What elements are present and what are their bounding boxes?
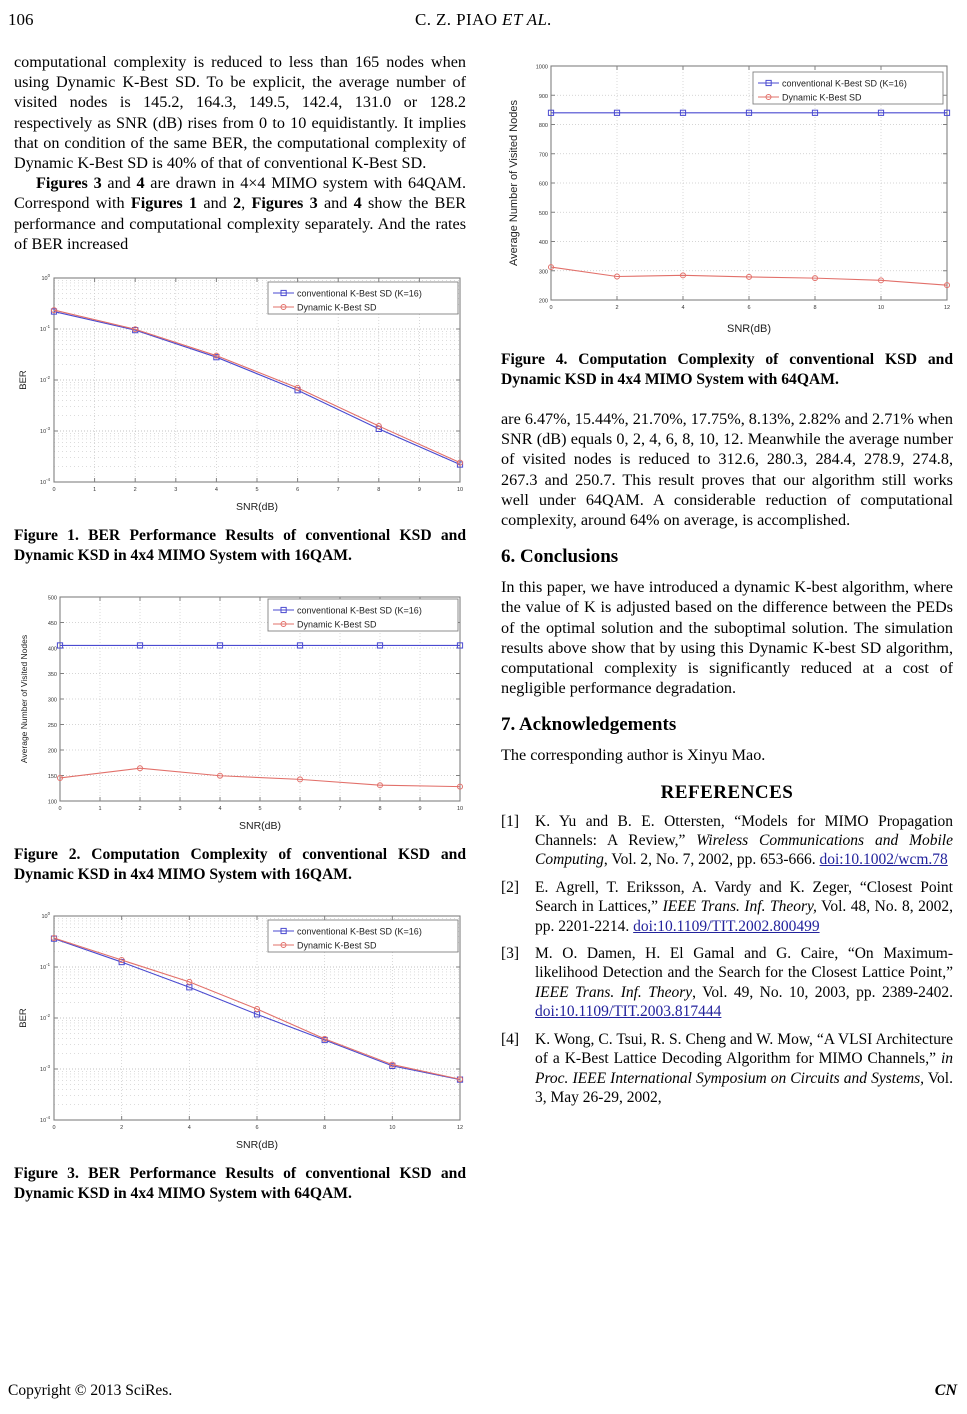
reference-item	[501, 812, 953, 870]
svg-text:10-1: $10^{-1}$	[40, 962, 50, 972]
figure-reference: Figures 1	[130, 194, 198, 213]
svg-text:0: 0	[549, 305, 553, 311]
paragraph-continuation: computational complexity is reduced to less than 165 nodes when using Dynamic K-Best SD. To be explicit, the average number of visited nodes is 145.2, 164.3, 149.5, 142.4, 131.0 or 128.2 respectively as SNR (dB) rises from 0 to 10 equidistantly. It implies that on condition of the same BER, the computational complexity of Dynamic K-Best SD is 40% of that of conventional K-Best SD.	[14, 53, 466, 173]
heading-acknowledgements: 7. Acknowledgements	[501, 714, 677, 736]
heading-references: REFERENCES	[660, 781, 794, 803]
paragraph-acknowledgements: The corresponding author is Xinyu Mao.	[501, 746, 766, 765]
svg-text:conventional K-Best SD (K=16): conventional K-Best SD (K=16)	[297, 926, 422, 937]
figure-2-chart	[14, 587, 466, 837]
svg-text:10-3: $10^{-3}$	[40, 1064, 50, 1074]
svg-text:10-2: $10^{-2}$	[40, 375, 50, 385]
x-axis-label: SNR(dB)	[235, 1139, 279, 1152]
svg-text:900: 900	[538, 93, 548, 100]
svg-text:2: 2	[120, 1125, 124, 1132]
paragraph-text: and	[317, 194, 354, 213]
svg-text:10-1: $10^{-1}$	[40, 324, 50, 334]
reference-segment: , Vol. 49, No. 10, 2003, pp. 2389-2402.	[692, 983, 953, 1001]
svg-text:100: 100	[47, 799, 57, 806]
figure-reference: Figures 3	[251, 194, 318, 213]
reference-segment: K. Yu and B. E. Ottersten, “Models for MIMO Propagation Channels: A Review,”	[535, 812, 953, 850]
svg-text:500: 500	[47, 595, 57, 602]
figure-3	[14, 906, 466, 1203]
svg-text:10: 10	[456, 806, 464, 813]
figure-4-chart	[501, 52, 953, 342]
reference-segment: Vol. 48, No. 8, 2002, pp. 2201-2214.	[535, 898, 953, 935]
journal-code: CN	[934, 1382, 957, 1399]
reference-number: [4]	[501, 1030, 520, 1048]
svg-text:10-4: $10^{-4}$	[40, 1115, 50, 1125]
svg-text:100: $10^0$	[41, 273, 50, 283]
svg-text:5: 5	[258, 806, 262, 813]
svg-text:10-3: $10^{-3}$	[40, 426, 50, 436]
x-axis-label: SNR(dB)	[235, 501, 279, 514]
figure-1-chart	[14, 268, 466, 518]
svg-text:4: 4	[214, 487, 218, 494]
svg-text:200: 200	[538, 298, 548, 305]
svg-text:700: 700	[538, 152, 548, 159]
chart-legend	[268, 920, 458, 952]
svg-text:450: 450	[47, 621, 57, 628]
svg-text:600: 600	[538, 181, 548, 188]
figure3-svg	[14, 906, 466, 1156]
reference-segment: M. O. Damen, H. El Gamal and G. Caire, “On Maximum-likelihood Detection and the Search for the Closest Lattice Point,”	[535, 945, 953, 982]
figure-reference: Figures 3	[36, 174, 102, 193]
svg-text:300: 300	[47, 697, 57, 704]
reference-item	[501, 878, 953, 936]
svg-text:10: 10	[389, 1125, 396, 1132]
figure-3-chart	[14, 906, 466, 1156]
svg-text:0: 0	[52, 1125, 56, 1132]
reference-item	[501, 944, 953, 1022]
figure2-svg	[14, 587, 466, 837]
svg-text:6: 6	[747, 305, 751, 311]
heading-conclusions: 6. Conclusions	[501, 546, 619, 568]
svg-text:Dynamic K-Best SD: Dynamic K-Best SD	[297, 619, 377, 630]
svg-text:0: 0	[52, 487, 56, 494]
svg-text:2: 2	[138, 806, 142, 813]
reference-segment: K. Wong, C. Tsui, R. S. Cheng and W. Mow, “A VLSI Architecture of a K-Best Lattice Decoding Algorithm for MIMO Channels,”	[535, 1030, 953, 1068]
reference-item	[501, 1030, 953, 1108]
svg-text:6: 6	[296, 487, 300, 494]
svg-text:4: 4	[218, 806, 222, 813]
figure-4	[501, 52, 953, 389]
svg-text:3: 3	[178, 806, 182, 813]
figure-1	[14, 268, 466, 565]
figure-4-caption: Figure 4. Computation Complexity of conventional KSD and Dynamic KSD in 4x4 MIMO System with 64QAM.	[501, 351, 953, 388]
svg-text:4: 4	[681, 305, 685, 311]
svg-text:400: 400	[538, 240, 548, 246]
svg-text:250: 250	[47, 723, 57, 730]
reference-source-italic: in Proc. IEEE International Symposium on Circuits and Systems,	[535, 1050, 953, 1087]
copyright-notice: Copyright © 2013 SciRes.	[8, 1382, 173, 1399]
reference-segment: E. Agrell, T. Eriksson, A. Vardy and K. Zeger, “Closest Point Search in Lattices,”	[535, 878, 953, 916]
figure4-svg	[501, 52, 953, 342]
page-footer	[0, 1382, 967, 1404]
reference-number: [3]	[501, 945, 520, 963]
svg-text:800: 800	[538, 123, 548, 129]
figure-reference: 2	[233, 194, 242, 213]
svg-text:150: 150	[47, 774, 57, 781]
svg-text:0: 0	[58, 806, 62, 813]
svg-text:8: 8	[813, 305, 817, 311]
reference-number: [1]	[501, 812, 520, 830]
figure1-svg	[14, 268, 466, 518]
svg-text:conventional K-Best SD (K=16): conventional K-Best SD (K=16)	[297, 605, 422, 616]
reference-source-italic: IEEE Trans. Inf. Theory,	[662, 898, 817, 916]
svg-text:1000: 1000	[535, 64, 548, 71]
svg-text:3: 3	[174, 487, 178, 494]
svg-text:7: 7	[336, 487, 340, 494]
x-axis-label: SNR(dB)	[726, 323, 772, 335]
left-column	[14, 52, 466, 1203]
paragraph-text: show the BER performance and computational complexity separately. And the rates of BER increased	[14, 194, 467, 253]
svg-text:10-2: $10^{-2}$	[40, 1013, 50, 1023]
svg-text:Dynamic K-Best SD: Dynamic K-Best SD	[782, 92, 862, 103]
figure-3-caption: Figure 3. BER Performance Results of conventional KSD and Dynamic KSD in 4x4 MIMO System with 64QAM.	[14, 1165, 466, 1202]
doi-link[interactable]: doi:10.1002/wcm.78	[819, 851, 948, 869]
paragraph-text: and	[101, 174, 137, 193]
paragraph-results-64qam: are 6.47%, 15.44%, 21.70%, 17.75%, 8.13%, 2.82% and 2.71% when SNR (dB) equals 0, 2, 4, 6, 8, 10, 12. Meanwhile the average number of visited nodes is reduced to 312.6, 280.3, 284.4, 278.9, 274.8, 267.3 and 250.7. This result proves that our algorithm still works well under 64QAM. A considerable reduction of computational complexity, around 64% on average, is accomplished.	[501, 410, 953, 530]
svg-text:8: 8	[323, 1125, 327, 1132]
reference-list	[501, 812, 953, 1108]
paragraph-conclusions: In this paper, we have introduced a dynamic K-best algorithm, where the value of K is adjusted based on the difference between the PEDs of the optimal solution and the suboptimal solution. The simulation results above show that by using this Dynamic K-best SD algorithm, computational complexity is significantly reduced at a cost of negligible performance degradation.	[501, 578, 953, 698]
svg-text:350: 350	[47, 672, 57, 679]
svg-text:6: 6	[255, 1125, 259, 1132]
svg-text:conventional K-Best SD (K=16): conventional K-Best SD (K=16)	[297, 288, 422, 299]
svg-text:12: 12	[456, 1125, 464, 1132]
svg-text:2: 2	[133, 487, 137, 494]
running-head-etal: ET AL.	[502, 10, 553, 29]
svg-text:9: 9	[418, 806, 422, 813]
reference-number: [2]	[501, 878, 520, 896]
running-head-authors-name: C. Z. PIAO	[414, 10, 498, 29]
svg-text:400: 400	[47, 646, 57, 653]
svg-text:5: 5	[255, 487, 259, 494]
svg-text:8: 8	[377, 487, 381, 494]
doi-link[interactable]: doi:10.1109/TIT.2003.817444	[535, 1003, 722, 1021]
svg-text:10: 10	[877, 305, 885, 311]
svg-text:7: 7	[338, 806, 342, 813]
svg-text:300: 300	[538, 269, 548, 276]
reference-source-italic: Wireless Communications and Mobile Computing	[535, 832, 953, 869]
doi-link[interactable]: doi:10.1109/TIT.2002.800499	[633, 917, 820, 935]
svg-text:500: 500	[538, 210, 548, 217]
x-axis-label: SNR(dB)	[238, 820, 282, 833]
svg-text:2: 2	[615, 305, 619, 311]
chart-legend	[268, 599, 458, 631]
svg-text:6: 6	[298, 806, 302, 813]
svg-text:200: 200	[47, 748, 57, 755]
svg-text:1: 1	[98, 806, 102, 813]
svg-text:10-4: $10^{-4}$	[40, 477, 50, 487]
paragraph-text: ,	[241, 194, 252, 213]
svg-text:Dynamic K-Best SD: Dynamic K-Best SD	[297, 302, 377, 313]
paragraph-text: are drawn in 4×4 MIMO system with 64QAM. Correspond with	[14, 174, 466, 213]
chart-legend	[753, 72, 943, 104]
svg-text:4: 4	[187, 1125, 191, 1132]
running-head-authors	[0, 10, 967, 30]
page-number: 106	[8, 10, 34, 29]
reference-text	[535, 878, 953, 936]
svg-text:conventional K-Best SD (K=16): conventional K-Best SD (K=16)	[782, 78, 907, 89]
reference-source-italic: IEEE Trans. Inf. Theory	[535, 983, 693, 1001]
svg-text:Dynamic K-Best SD: Dynamic K-Best SD	[297, 940, 377, 951]
reference-text	[535, 944, 953, 1022]
figure-reference: 4	[353, 194, 362, 213]
right-column	[501, 52, 953, 1115]
reference-segment: , Vol. 2, No. 7, 2002, pp. 653-666.	[603, 851, 820, 869]
svg-text:8: 8	[378, 806, 382, 813]
paragraph-text: and	[197, 194, 234, 213]
paragraph-figures-intro	[14, 173, 466, 254]
running-head	[0, 8, 967, 34]
y-axis-label: Average Number of Visited Nodes	[508, 100, 520, 266]
reference-text	[535, 1030, 953, 1108]
svg-text:100: $10^0$	[41, 911, 50, 921]
y-axis-label: BER	[18, 370, 29, 390]
figure-reference: 4	[136, 174, 145, 193]
figure-2	[14, 587, 466, 884]
y-axis-label: BER	[18, 1008, 29, 1028]
svg-text:10: 10	[456, 487, 464, 494]
svg-text:12: 12	[943, 305, 951, 311]
figure-1-caption: Figure 1. BER Performance Results of conventional KSD and Dynamic KSD in 4x4 MIMO System with 16QAM.	[14, 527, 466, 564]
chart-legend	[268, 282, 458, 314]
y-axis-label: Average Number of Visited Nodes	[19, 634, 29, 764]
svg-text:1: 1	[93, 487, 97, 494]
svg-text:9: 9	[417, 487, 421, 494]
reference-segment: Vol. 3, May 26-29, 2002,	[535, 1069, 953, 1106]
reference-text	[535, 812, 953, 870]
figure-2-caption: Figure 2. Computation Complexity of conventional KSD and Dynamic KSD in 4x4 MIMO System with 16QAM.	[14, 846, 466, 883]
